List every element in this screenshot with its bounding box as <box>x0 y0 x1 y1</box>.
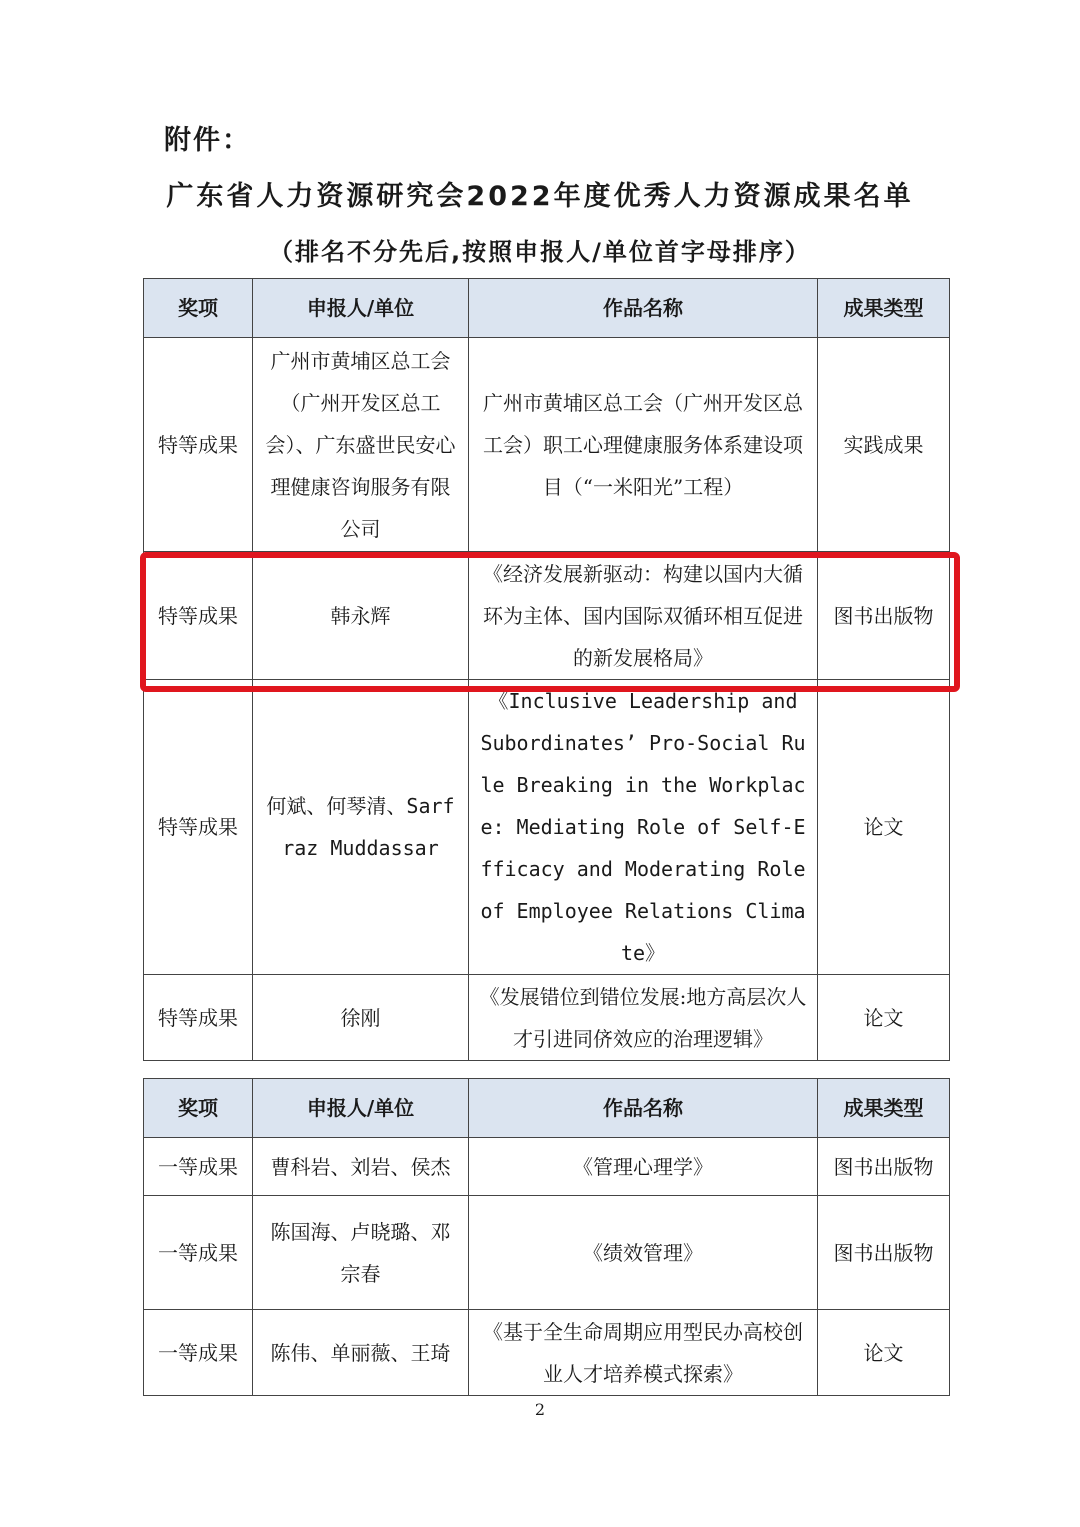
header-applicant: 申报人/单位 <box>253 279 469 338</box>
award-cell: 特等成果 <box>144 338 253 552</box>
applicant-cell: 陈国海、卢晓璐、邓宗春 <box>253 1196 469 1310</box>
type-cell: 论文 <box>818 975 950 1061</box>
header-applicant: 申报人/单位 <box>253 1079 469 1138</box>
work-cell: 《Inclusive Leadership and Subordinates’ Pro-Social Rule Breaking in the Workplace: Mediating Role of Self-Efficacy and Moderating Role of Employee Relations Climate》 <box>469 680 818 975</box>
award-cell: 一等成果 <box>144 1196 253 1310</box>
header-type: 成果类型 <box>818 279 950 338</box>
work-cell: 《绩效管理》 <box>469 1196 818 1310</box>
type-cell: 论文 <box>818 1310 950 1396</box>
award-cell: 特等成果 <box>144 552 253 680</box>
table-row <box>144 1138 950 1196</box>
applicant-cell: 陈伟、单丽薇、王琦 <box>253 1310 469 1396</box>
award-table-first-class <box>143 1078 950 1396</box>
header-award: 奖项 <box>144 279 253 338</box>
work-cell: 《管理心理学》 <box>469 1138 818 1196</box>
applicant-cell: 广州市黄埔区总工会（广州开发区总工会）、广东盛世民安心理健康咨询服务有限公司 <box>253 338 469 552</box>
award-cell: 一等成果 <box>144 1138 253 1196</box>
table-row <box>144 1310 950 1396</box>
type-cell: 图书出版物 <box>818 552 950 680</box>
award-table-special <box>143 278 950 1061</box>
header-work: 作品名称 <box>469 1079 818 1138</box>
work-cell: 《经济发展新驱动：构建以国内大循环为主体、国内国际双循环相互促进的新发展格局》 <box>469 552 818 680</box>
header-type: 成果类型 <box>818 1079 950 1138</box>
work-cell: 广州市黄埔区总工会（广州开发区总工会）职工心理健康服务体系建设项目（“一米阳光”工程） <box>469 338 818 552</box>
award-cell: 一等成果 <box>144 1310 253 1396</box>
type-cell: 图书出版物 <box>818 1196 950 1310</box>
document-title: 广东省人力资源研究会2022年度优秀人力资源成果名单 <box>166 181 914 212</box>
type-cell: 论文 <box>818 680 950 975</box>
applicant-cell: 徐刚 <box>253 975 469 1061</box>
type-cell: 实践成果 <box>818 338 950 552</box>
table-row <box>144 552 950 680</box>
page-number: 2 <box>534 1400 546 1419</box>
award-cell: 特等成果 <box>144 680 253 975</box>
header-work: 作品名称 <box>469 279 818 338</box>
attachment-label: 附件： <box>164 125 251 156</box>
type-cell: 图书出版物 <box>818 1138 950 1196</box>
applicant-cell: 韩永辉 <box>253 552 469 680</box>
work-cell: 《基于全生命周期应用型民办高校创业人才培养模式探索》 <box>469 1310 818 1396</box>
table-row <box>144 338 950 552</box>
header-award: 奖项 <box>144 1079 253 1138</box>
table-header-row <box>144 1079 950 1138</box>
table-row <box>144 1196 950 1310</box>
document-subtitle: （排名不分先后,按照申报人/单位首字母排序） <box>269 238 811 266</box>
table-row <box>144 975 950 1061</box>
award-cell: 特等成果 <box>144 975 253 1061</box>
work-cell: 《发展错位到错位发展:地方高层次人才引进同侪效应的治理逻辑》 <box>469 975 818 1061</box>
table-header-row <box>144 279 950 338</box>
applicant-cell: 何斌、何琴清、Sarfraz Muddassar <box>253 680 469 975</box>
table-row <box>144 680 950 975</box>
applicant-cell: 曹科岩、刘岩、侯杰 <box>253 1138 469 1196</box>
